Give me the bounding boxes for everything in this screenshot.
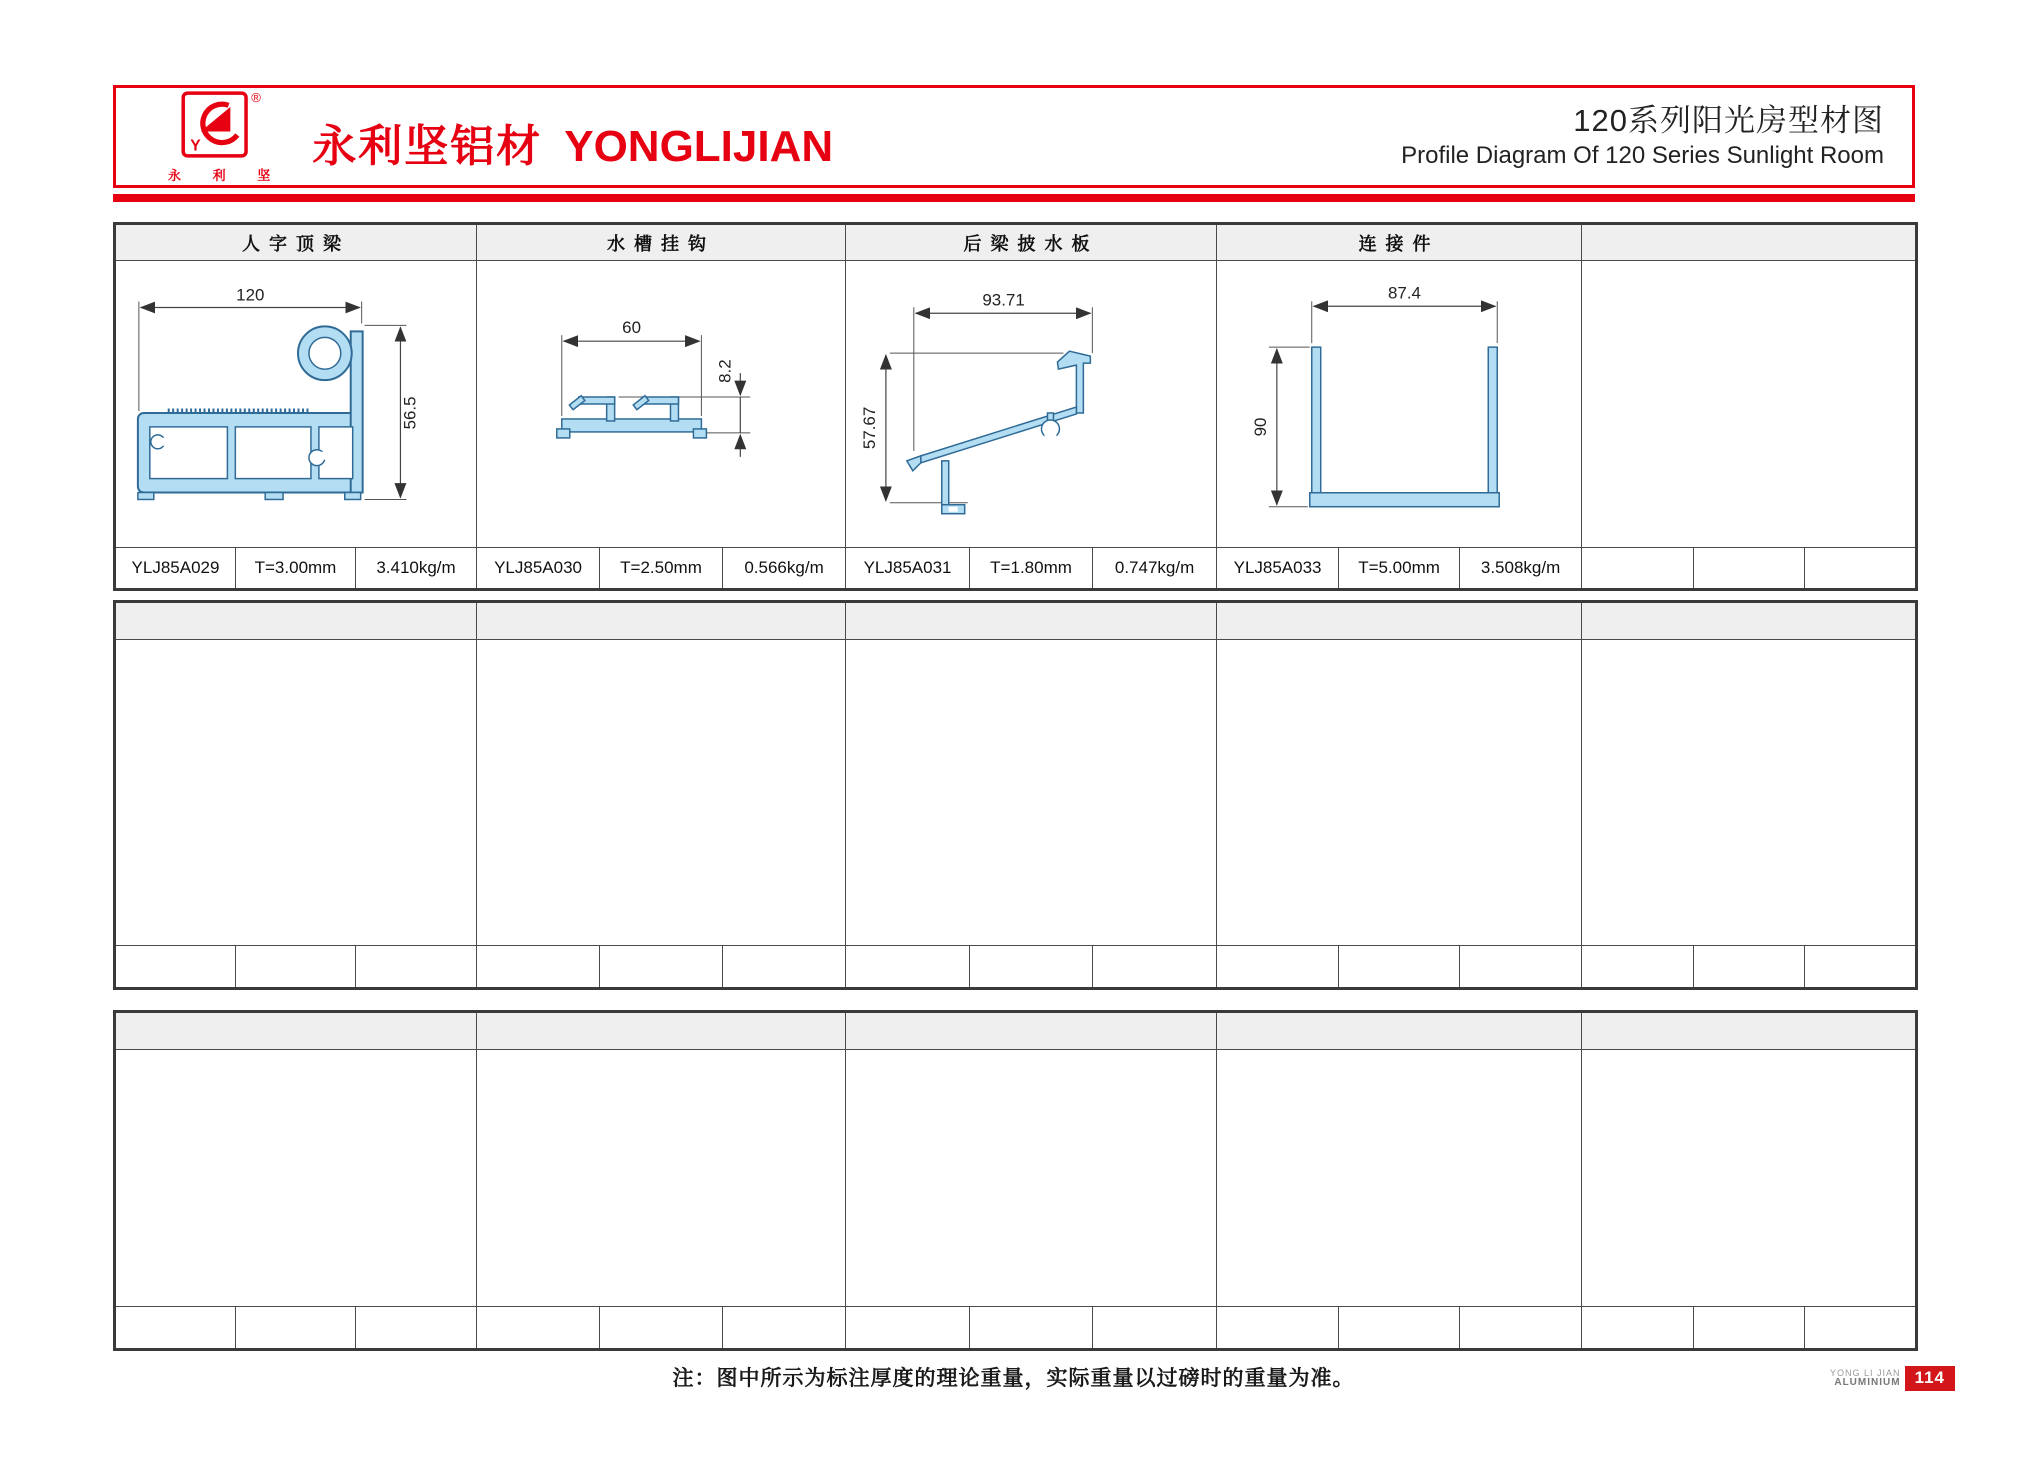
dim-height-label: 57.67 (859, 406, 879, 450)
spec-cell-empty (1805, 1307, 1917, 1350)
dim-height-label: 56.5 (400, 396, 420, 430)
column-header-empty (846, 602, 1217, 640)
spec-cell-empty (1582, 946, 1694, 989)
column-header-empty (115, 1012, 477, 1050)
thickness-cell: T=2.50mm (600, 548, 723, 590)
dim-width-label: 120 (236, 285, 265, 305)
column-header-empty (1217, 1012, 1582, 1050)
spec-cell-empty (1339, 946, 1460, 989)
ridge-beam-drawing (116, 261, 476, 547)
table2-spec-row (115, 946, 1917, 989)
brand-name-en: YONGLIJIAN (564, 121, 834, 171)
column-header-empty (477, 1012, 846, 1050)
profile-diagram-empty (1582, 261, 1917, 548)
column-header-empty (1582, 224, 1917, 261)
table1-spec-row (115, 548, 1917, 590)
brand-name (312, 110, 833, 174)
spec-cell-empty (236, 1307, 356, 1350)
profile-diagram-empty (846, 640, 1217, 946)
spec-cell-empty (600, 1307, 723, 1350)
header (113, 85, 1915, 188)
brand-logo (154, 89, 284, 184)
profile-diagram-empty (1582, 1050, 1917, 1307)
thickness-cell-empty (1694, 548, 1805, 590)
column-header-empty (1582, 602, 1917, 640)
profile-table-1 (113, 222, 1918, 591)
spec-cell-empty (723, 946, 846, 989)
spec-cell-empty (1694, 946, 1805, 989)
table3-header-row (115, 1012, 1917, 1050)
profile-diagram-flashing-plate (846, 261, 1217, 548)
column-header-empty (115, 602, 477, 640)
footer-brand-line2: ALUMINIUM (1834, 1376, 1901, 1388)
page-title-en: Profile Diagram Of 120 Series Sunlight Room (1401, 141, 1884, 169)
weight-cell: 0.566kg/m (723, 548, 846, 590)
profile-diagram-empty (477, 1050, 846, 1307)
dim-height-label: 90 (1250, 417, 1270, 437)
table3-spec-row (115, 1307, 1917, 1350)
spec-cell-empty (356, 1307, 477, 1350)
spec-cell-empty (477, 1307, 600, 1350)
gutter-hook-drawing (477, 261, 845, 547)
page-number-badge: 114 (1905, 1366, 1955, 1391)
spec-cell-empty (846, 1307, 970, 1350)
model-cell: YLJ85A029 (115, 548, 236, 590)
table2-diagram-row (115, 640, 1917, 946)
spec-cell-empty (1694, 1307, 1805, 1350)
brand-name-cn: 永利坚铝材 (312, 121, 543, 171)
table2-header-row (115, 602, 1917, 640)
profile-diagram-ridge-beam (115, 261, 477, 548)
profile-table-3 (113, 1010, 1918, 1351)
spec-cell-empty (970, 946, 1093, 989)
column-header-empty (1582, 1012, 1917, 1050)
spec-cell-empty (1093, 1307, 1217, 1350)
thickness-cell: T=1.80mm (970, 548, 1093, 590)
thickness-cell: T=5.00mm (1339, 548, 1460, 590)
table1-header-row (115, 224, 1917, 261)
dim-width-label: 60 (622, 318, 642, 338)
connector-drawing (1217, 261, 1581, 547)
weight-cell: 3.508kg/m (1460, 548, 1582, 590)
spec-cell-empty (115, 1307, 236, 1350)
page-title-cn: 120系列阳光房型材图 (1573, 103, 1884, 139)
model-cell: YLJ85A031 (846, 548, 970, 590)
spec-cell-empty (1339, 1307, 1460, 1350)
spec-cell-empty (1093, 946, 1217, 989)
spec-cell-empty (356, 946, 477, 989)
table1-diagram-row (115, 261, 1917, 548)
profile-diagram-gutter-hook (477, 261, 846, 548)
spec-cell-empty (236, 946, 356, 989)
flashing-plate-drawing (846, 261, 1216, 547)
table3-diagram-row (115, 1050, 1917, 1307)
profile-diagram-empty (1217, 640, 1582, 946)
weight-cell-empty (1805, 548, 1917, 590)
column-header-empty (846, 1012, 1217, 1050)
brand-logo-icon (171, 89, 267, 167)
thickness-cell: T=3.00mm (236, 548, 356, 590)
column-header-lianjiejian: 连接件 (1217, 224, 1582, 261)
registered-mark-icon: ® (251, 89, 262, 105)
dim-height-label: 8.2 (715, 359, 735, 383)
footer-brand-line1: YONG LI JIAN (1830, 1367, 1901, 1378)
profile-diagram-empty (477, 640, 846, 946)
profile-diagram-empty (115, 1050, 477, 1307)
model-cell-empty (1582, 548, 1694, 590)
profile-diagram-connector (1217, 261, 1582, 548)
spec-cell-empty (1582, 1307, 1694, 1350)
column-header-houliang-pishuiban: 后梁披水板 (846, 224, 1217, 261)
spec-cell-empty (1460, 946, 1582, 989)
profile-table-2 (113, 600, 1918, 990)
profile-diagram-empty (115, 640, 477, 946)
spec-cell-empty (115, 946, 236, 989)
spec-cell-empty (846, 946, 970, 989)
footer-brand-text (1830, 1369, 1901, 1389)
column-header-empty (1217, 602, 1582, 640)
dim-width-label: 93.71 (982, 290, 1025, 310)
header-divider (113, 194, 1915, 202)
profile-diagram-empty (846, 1050, 1217, 1307)
model-cell: YLJ85A033 (1217, 548, 1339, 590)
column-header-renzi-dingliang: 人字顶梁 (115, 224, 477, 261)
weight-cell: 3.410kg/m (356, 548, 477, 590)
column-header-empty (477, 602, 846, 640)
spec-cell-empty (477, 946, 600, 989)
column-header-shuicao-gagou: 水槽挂钩 (477, 224, 846, 261)
logo-characters: 永 利 坚 (168, 168, 285, 183)
model-cell: YLJ85A030 (477, 548, 600, 590)
footer-brand (1740, 1366, 1955, 1391)
footer-note: 注：图中所示为标注厚度的理论重量，实际重量以过磅时的重量为准。 (672, 1367, 1355, 1390)
page-title (1401, 102, 1884, 171)
spec-cell-empty (1460, 1307, 1582, 1350)
dim-width-label: 87.4 (1388, 283, 1422, 303)
logo-letter: Y (190, 137, 201, 155)
spec-cell-empty (723, 1307, 846, 1350)
spec-cell-empty (970, 1307, 1093, 1350)
profile-diagram-empty (1217, 1050, 1582, 1307)
spec-cell-empty (1217, 1307, 1339, 1350)
spec-cell-empty (1805, 946, 1917, 989)
spec-cell-empty (1217, 946, 1339, 989)
profile-diagram-empty (1582, 640, 1917, 946)
weight-cell: 0.747kg/m (1093, 548, 1217, 590)
spec-cell-empty (600, 946, 723, 989)
